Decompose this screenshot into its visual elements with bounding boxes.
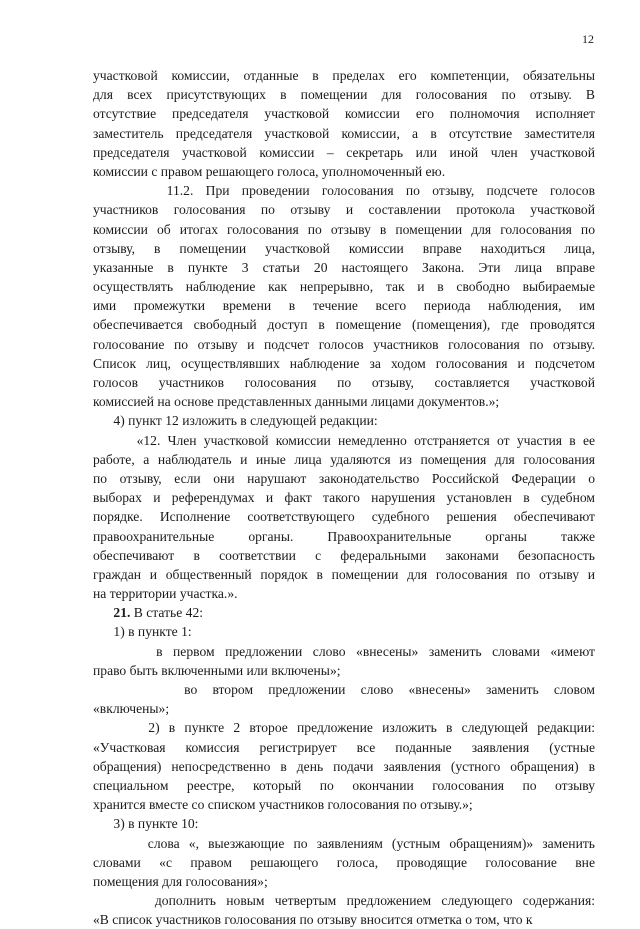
text-line: словами «с правом решающего голоса, проводящие голосование вне <box>93 854 595 870</box>
text-line: в первом предложении слово «внесены» заменить словами «имеют <box>93 643 595 659</box>
text-line: граждан и общественный порядок в помещении для голосования по отзыву и <box>93 566 595 582</box>
text-line: 1) в пункте 1: <box>93 624 192 640</box>
text-line: выборах и референдумах и факт такого нарушения установлен в судебном <box>93 490 595 506</box>
article-number: 21. <box>113 605 131 621</box>
text-line: 11.2. При проведении голосования по отзыву, подсчете голосов <box>93 183 595 199</box>
text-line: по отзыву, если они нарушают законодательство Российской Федерации о <box>93 470 595 486</box>
text-line: председателя участковой комиссии – секретарь или иной член участковой <box>93 144 595 160</box>
text-line: голосов участников голосования по отзыву, составляется участковой <box>93 375 595 390</box>
text-line: «Участковая комиссия регистрирует все поданные заявления (устные <box>93 739 595 755</box>
text-line: во втором предложении слово «внесены» заменить словом <box>93 682 595 697</box>
text-line: ими промежутки времени в течение всего периода наблюдения, им <box>93 298 595 314</box>
text-line: отзыву, в помещении участковой комиссии вправе находиться лица, <box>93 240 595 256</box>
text-line: «В список участников голосования по отзыву вносится отметка о том, что к <box>93 912 533 928</box>
text-line: правоохранительные органы. Правоохранительные органы также <box>93 528 595 544</box>
text-line: право быть включенными или включены»; <box>93 662 341 678</box>
text-line: отсутствие председателя участковой комиссии его полномочия исполняет <box>93 106 595 122</box>
text-line: 4) пункт 12 изложить в следующей редакции: <box>93 413 378 429</box>
text-line: обращения) непосредственно в день подачи заявления (устного обращения) в <box>93 758 595 774</box>
text-line: участников голосования по отзыву и составлении протокола участковой <box>93 202 595 218</box>
text-line: 3) в пункте 10: <box>93 816 199 832</box>
text-line: слова «, выезжающие по заявлениям (устным обращениям)» заменить <box>93 835 595 851</box>
text-line: работе, а наблюдатель и иные лица удаляются из помещения для голосования <box>93 451 595 467</box>
text-line: хранится вместе со списком участников голосования по отзыву.»; <box>93 797 473 813</box>
text-line: на территории участка.». <box>93 586 238 602</box>
text-line: Список лиц, осуществлявших наблюдение за ходом голосования и подсчетом <box>93 355 595 371</box>
page-number: 12 <box>582 32 594 46</box>
text-line: дополнить новым четвертым предложением следующего содержания: <box>93 893 595 909</box>
text-line: заместитель председателя участковой комиссии, а в отсутствие заместителя <box>93 125 595 141</box>
text-line: 2) в пункте 2 второе предложение изложить в следующей редакции: <box>93 720 595 736</box>
text-line: голосование по отзыву и подсчет голосов участников голосования по отзыву. <box>93 336 595 352</box>
text-line: обеспечивают в соответствии с федеральными законами безопасность <box>93 547 595 563</box>
text-line: комиссией на основе представленных данными лицами документов.»; <box>93 394 500 410</box>
document-body <box>93 66 595 929</box>
text-line: 21. В статье 42: <box>113 605 204 621</box>
text-line: обеспечивается свободный доступ в помещение (помещения), где проводятся <box>93 317 595 333</box>
text-line: осуществлять наблюдение как непрерывно, так и в свободно выбираемые <box>93 279 595 295</box>
text-line: комиссии об итогах голосования по отзыву в помещении для голосования по <box>93 221 595 237</box>
text-line: для всех присутствующих в помещении для голосования по отзыву. В <box>93 87 595 103</box>
text-line: помещения для голосования»; <box>93 873 268 889</box>
text-line: участковой комиссии, отданные в пределах его компетенции, обязательны <box>93 68 595 83</box>
text-line: указанные в пункте 3 статьи 20 настоящего Закона. Эти лица вправе <box>93 259 595 275</box>
text-line: «12. Член участковой комиссии немедленно отстраняется от участия в ее <box>93 432 595 448</box>
text-line: «включены»; <box>93 701 170 717</box>
text-line: специальном реестре, который по окончании голосования по отзыву <box>93 777 595 793</box>
text-line: комиссии с правом решающего голоса, уполномоченный ею. <box>93 163 446 179</box>
text-line: порядке. Исполнение соответствующего судебного решения обеспечивают <box>93 509 595 525</box>
